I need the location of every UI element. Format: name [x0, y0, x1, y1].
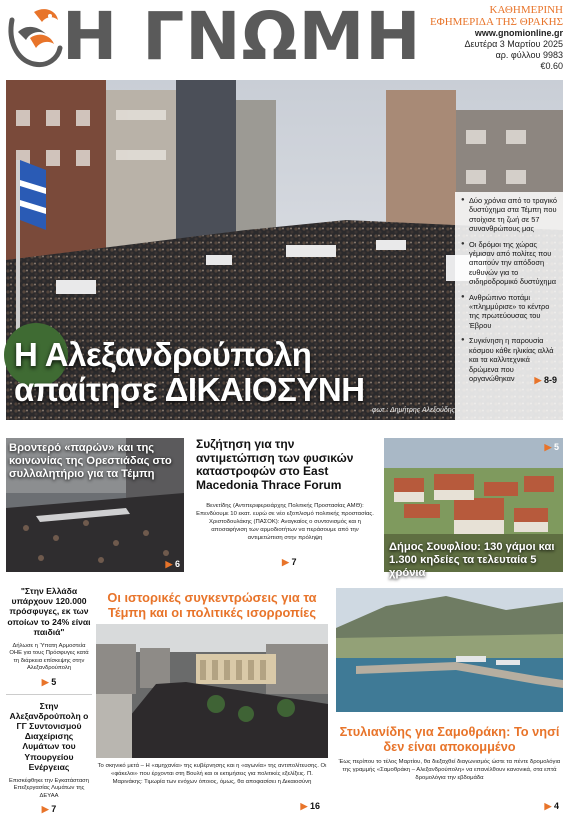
hero-bullet-3: ● Ανθρώπινο ποτάμι «πλημμύρισε» το κέντρο της πρωτεύουσας του Έβρου — [461, 293, 559, 331]
hero-headline-line-1: Η Αλεξανδρούπολη — [14, 336, 312, 373]
orestiada-caption: Βροντερό «παρών» και της κοινωνίας της Ορεστιάδας στο συλλαλητήριο για τα Τέμπη — [9, 442, 172, 480]
issue-number: αρ. φύλλου 9983 — [495, 50, 563, 60]
issue-price: €0.60 — [540, 61, 563, 71]
tagline-line-1: ΚΑΘΗΜΕΡΙΝΗ — [489, 4, 563, 16]
refugees-quote-body: Δήλωσε η Ύπατη Αρμοστεία ΟΗΕ για τους Πρόσφυγες κατά τη διάρκεια επίσκεψης στην Αλεξανδρούπολη — [9, 643, 89, 672]
hero-page-ref[interactable] — [535, 375, 557, 386]
samothrace-article[interactable] — [336, 588, 563, 812]
harbor-photo — [336, 588, 563, 712]
orestiada-page-number: 6 — [174, 559, 180, 569]
hero-page-number: 8-9 — [543, 375, 557, 385]
forum-page-number: 7 — [291, 557, 297, 567]
triangle-right-icon: ▶ — [544, 801, 552, 811]
sewage-page-ref[interactable] — [6, 804, 92, 815]
sewage-headline[interactable]: Στην Αλεξανδρούπολη ο ΓΓ Συντονισμού Διαχείρισης Λυμάτων του Υπουργείου Ενέργειας — [9, 700, 89, 772]
triangle-right-icon: ▶ — [165, 559, 173, 569]
side-column — [6, 586, 92, 815]
samothrace-body: Έως περίπου το τέλος Μαρτίου, θα διεξαχθεί διαγωνισμός ώστε τα πέντε δρομολόγια της γραμμής «Σαμοθράκη – Αλεξανδρούπολη» να επανέλθουν κανονικά, στα επτά δρομολόγια την εβδομάδα — [338, 759, 561, 781]
soufli-page-ref[interactable] — [545, 442, 559, 453]
hero-headline[interactable] — [14, 337, 365, 407]
divider — [6, 694, 92, 695]
forum-title[interactable]: Συζήτηση για την αντιμετώπιση των φυσικών καταστροφών στο East Macedonia Thrace Forum — [196, 437, 354, 492]
forum-page-ref[interactable] — [282, 557, 296, 568]
refugees-quote[interactable]: "Στην Ελλάδα υπάρχουν 120.000 πρόσφυγες, εκ των οποίων το 24% είναι παιδιά" — [7, 586, 91, 637]
hero-bullet-1: ● Δύο χρόνια από το τραγικό δυστύχημα στα Τέμπη που στοίχισε τη ζωή σε 57 συνανθρώπους μας — [461, 196, 559, 234]
soufli-story[interactable] — [384, 438, 563, 579]
masthead — [0, 0, 569, 78]
photo-credit: φωτ.: Δημήτρης Αλεξούδης — [371, 407, 455, 414]
issue-date: Δευτέρα 3 Μαρτίου 2025 — [464, 39, 563, 49]
soufli-caption: Δήμος Σουφλίου: 130 γάμοι και 1.300 κηδείες τα τελευταία 5 χρόνια — [389, 541, 555, 579]
issue-meta — [464, 28, 563, 72]
hero-bullets-panel — [455, 192, 563, 420]
tempi-politics-page-ref[interactable] — [301, 801, 320, 812]
tempi-politics-page-number: 16 — [309, 801, 320, 811]
refugees-page-number: 5 — [51, 676, 57, 687]
tagline-line-2: ΕΦΗΜΕΡΙΔΑ ΤΗΣ ΘΡΑΚΗΣ — [429, 16, 563, 28]
triangle-right-icon: ▶ — [41, 804, 49, 815]
tempi-politics-photo — [96, 624, 328, 758]
hero-headline-line-2: απαίτησε ΔΙΚΑΙΟΣΥΝΗ — [14, 371, 365, 408]
triangle-right-icon: ▶ — [544, 442, 552, 452]
forum-article[interactable] — [196, 438, 374, 572]
samothrace-page-number: 4 — [553, 801, 559, 811]
sewage-body: Επισκέφθηκε την Εγκατάσταση Επεξεργασίας Λυμάτων της ΔΕΥΑΑ — [9, 778, 89, 799]
tagline — [430, 4, 563, 28]
hero-bullet-4: ● Συγκίνηση η παρουσία κόσμου κάθε ηλικίας αλλά και τα καλλιτεχνικά δρώμενα που οργανώθηκαν — [461, 336, 559, 383]
triangle-right-icon: ▶ — [300, 801, 308, 811]
samothrace-photo — [336, 588, 563, 712]
samothrace-title[interactable]: Στυλιανίδης για Σαμοθράκη: Το νησί δεν είναι αποκομμένο — [339, 724, 560, 754]
hero-bullet-list — [461, 196, 559, 383]
triangle-right-icon: ▶ — [282, 557, 289, 567]
hero-bullet-2: ● Οι δρόμοι της χώρας γέμισαν από πολίτες που απαιτούν την απόδοση ευθυνών για το σιδηροδρομικό δυστύχημα — [461, 240, 559, 287]
orestiada-story[interactable] — [6, 438, 184, 572]
samothrace-page-ref[interactable] — [545, 801, 559, 812]
tempi-politics-article[interactable] — [96, 588, 328, 812]
athens-crowd-photo — [96, 624, 328, 758]
website-link[interactable]: www.gnomionline.gr — [474, 28, 563, 38]
tempi-politics-body: Το σκηνικό μετά – Η «αμηχανία» της κυβέρνησης και η «αγωνία» της αντιπολίτευσης. Οι «φάκελοι» που έρχονται στη Βουλή και οι εκτιμήσεις για πολιτικές εξελίξεις. Π. Μαρινάκης: Τιμωρία των ενόχων όποιος, όμως, θα αποφασίσει η Δικαιοσύνη — [97, 763, 327, 785]
hero-story[interactable] — [6, 80, 563, 420]
forum-body: Βενετίδης (Αντιπεριφερειάρχης Πολιτικής Προστασίας ΑΜΘ): Επενδύουμε 10 εκατ. ευρώ σε νέο εξοπλισμό πολιτικής προστασίας. Χριστοδουλάκης (ΠΑΣΟΚ): Αναγκαίος ο συντονισμός και η αποσαφήνιση των αρμοδιοτήτων να περάσουμε από την αντιμετώπιση στην πρόληψη — [196, 503, 374, 541]
triangle-right-icon: ▶ — [534, 375, 542, 385]
tempi-politics-title[interactable]: Οι ιστορικές συγκεντρώσεις για τα Τέμπη και οι πολιτικές ισορροπίες — [107, 590, 317, 620]
soufli-page-number: 5 — [553, 442, 559, 452]
triangle-right-icon: ▶ — [41, 676, 49, 687]
newspaper-logo[interactable]: Η ΓΝΩΜΗ — [62, 0, 422, 75]
dove-logo-icon — [4, 2, 64, 70]
refugees-page-ref[interactable] — [6, 677, 92, 688]
orestiada-page-ref[interactable] — [166, 559, 180, 570]
sewage-page-number: 7 — [51, 804, 57, 815]
